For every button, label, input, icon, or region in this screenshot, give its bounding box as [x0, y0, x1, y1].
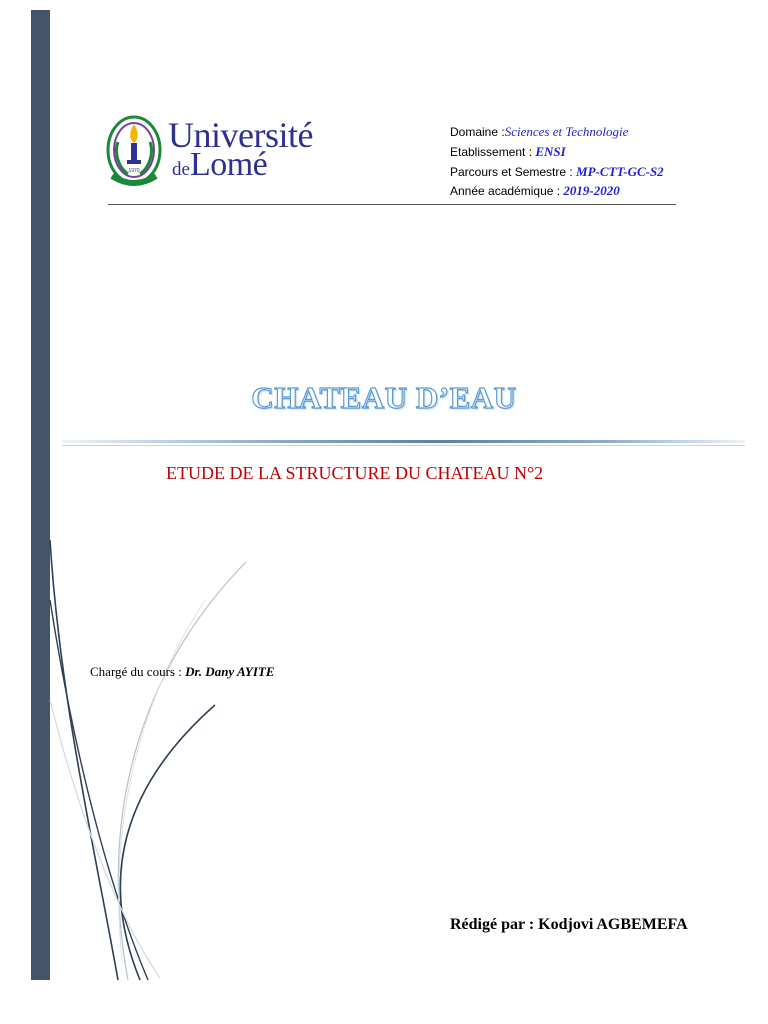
- program-row: [450, 162, 664, 181]
- establishment-label: Etablissement :: [450, 145, 536, 159]
- academic-year-value: 2019-2020: [563, 183, 620, 198]
- logo-word-universite: Université: [168, 115, 313, 155]
- logo-word-de: de: [172, 159, 190, 180]
- domain-row: [450, 122, 664, 142]
- domain-value: Sciences et Technologie: [504, 124, 629, 139]
- program-value: MP-CTT-GC-S2: [576, 164, 664, 179]
- academic-year-label: Année académique :: [450, 184, 564, 198]
- lecturer-label: Chargé du cours :: [90, 664, 186, 679]
- document-title: CHATEAU D’EAU: [251, 380, 517, 415]
- svg-text:1970: 1970: [128, 168, 140, 174]
- title-divider-thin: [62, 445, 745, 446]
- academic-year-row: [450, 181, 664, 200]
- university-logo: [104, 112, 314, 192]
- university-emblem-icon: [104, 112, 168, 190]
- author-line: Rédigé par : Kodjovi AGBEMEFA: [450, 916, 688, 933]
- lecturer-name: Dr. Dany AYITE: [185, 664, 275, 679]
- logo-word-lome: Lomé: [189, 146, 268, 183]
- establishment-row: [450, 142, 664, 162]
- university-name: [168, 115, 313, 183]
- course-info: [450, 122, 664, 200]
- lecturer-line: [90, 664, 275, 680]
- title-divider: [62, 440, 745, 443]
- program-label: Parcours et Semestre :: [450, 165, 577, 179]
- document-subtitle: ETUDE DE LA STRUCTURE DU CHATEAU N°2: [166, 463, 544, 483]
- establishment-value: ENSI: [535, 144, 566, 159]
- header-divider: [108, 204, 676, 205]
- domain-label: Domaine :: [450, 125, 505, 139]
